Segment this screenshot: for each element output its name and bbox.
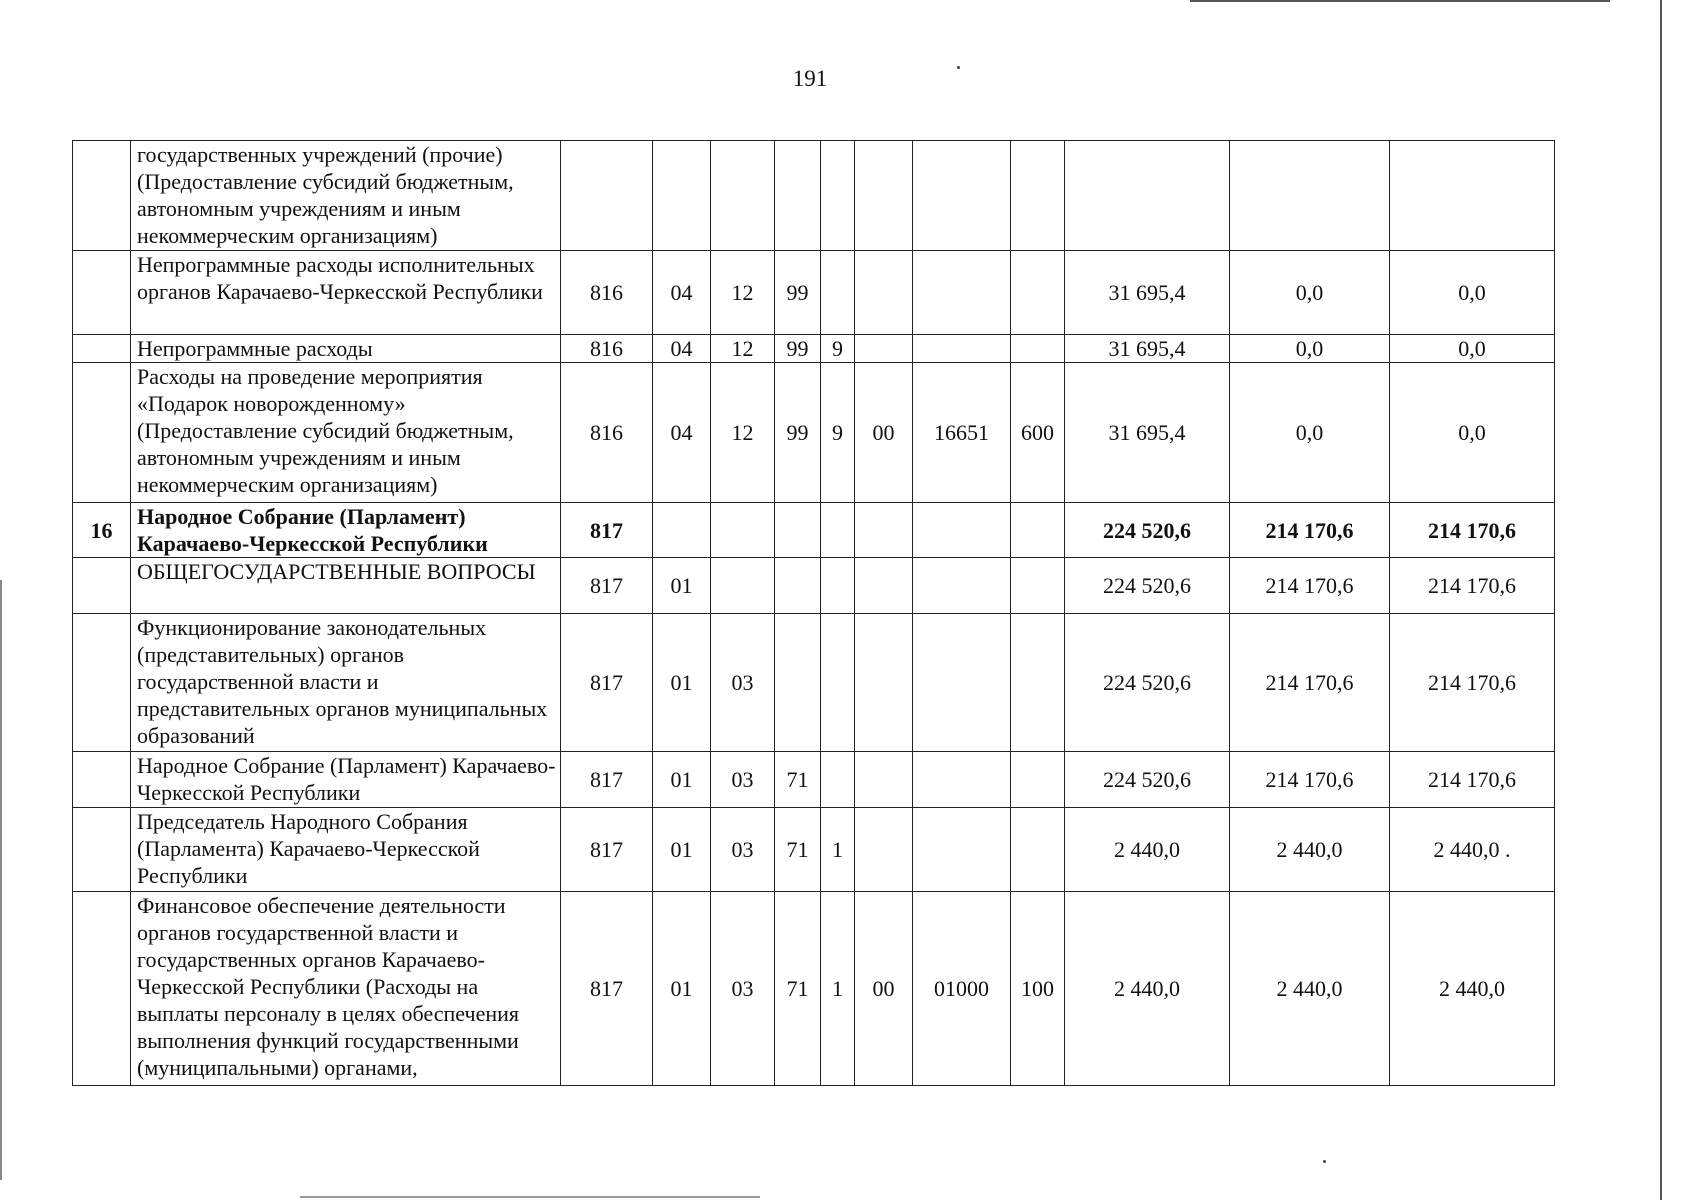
table-row (73, 558, 1555, 614)
cell-name: Непрограммные расходы (131, 335, 561, 363)
cell-rz: 01 (653, 752, 711, 808)
cell-ved: 817 (561, 808, 653, 892)
cell-y3: 214 170,6 (1390, 503, 1555, 558)
cell-c3: 00 (855, 892, 913, 1086)
cell-c3: 00 (855, 363, 913, 503)
cell-c1: 71 (775, 892, 821, 1086)
table-row (73, 808, 1555, 892)
cell-pr: 03 (711, 614, 775, 752)
cell-y2: 0,0 (1230, 335, 1390, 363)
table-row (73, 752, 1555, 808)
cell-vr (1011, 808, 1065, 892)
cell-c4: 01000 (913, 892, 1011, 1086)
cell-c1: 71 (775, 808, 821, 892)
cell-y1: 224 520,6 (1065, 752, 1230, 808)
cell-y2: 0,0 (1230, 251, 1390, 335)
cell-ved: 816 (561, 363, 653, 503)
cell-rz: 01 (653, 892, 711, 1086)
cell-c4 (913, 335, 1011, 363)
cell-ved: 817 (561, 752, 653, 808)
cell-c2 (821, 752, 855, 808)
cell-c4 (913, 251, 1011, 335)
cell-name: Народное Собрание (Парламент) Карачаево-Черкесской Республики (131, 752, 561, 808)
cell-ved: 817 (561, 503, 653, 558)
cell-name: Народное Собрание (Парламент) Карачаево-Черкесской Республики (131, 503, 561, 558)
cell-name: ОБЩЕГОСУДАРСТВЕННЫЕ ВОПРОСЫ (131, 558, 561, 614)
cell-c1: 99 (775, 335, 821, 363)
cell-c1 (775, 558, 821, 614)
cell-pr (711, 558, 775, 614)
cell-no (73, 808, 131, 892)
cell-c3 (855, 558, 913, 614)
cell-no (73, 614, 131, 752)
cell-rz: 04 (653, 363, 711, 503)
cell-y3: 2 440,0 . (1390, 808, 1555, 892)
cell-c2: 1 (821, 892, 855, 1086)
page-number: 191 (792, 66, 828, 91)
cell-c4: 16651 (913, 363, 1011, 503)
cell-vr (1011, 503, 1065, 558)
cell-c1 (775, 614, 821, 752)
cell-c3 (855, 251, 913, 335)
cell-y1: 2 440,0 (1065, 808, 1230, 892)
cell-c2 (821, 503, 855, 558)
cell-rz: 01 (653, 614, 711, 752)
cell-vr (1011, 752, 1065, 808)
table-row (73, 503, 1555, 558)
cell-c3 (855, 335, 913, 363)
cell-c1 (775, 141, 821, 251)
cell-y1: 224 520,6 (1065, 503, 1230, 558)
cell-vr: 600 (1011, 363, 1065, 503)
cell-y3: 2 440,0 (1390, 892, 1555, 1086)
table-row (73, 141, 1555, 251)
cell-y1: 31 695,4 (1065, 335, 1230, 363)
cell-c2 (821, 614, 855, 752)
scan-edge-left (0, 580, 2, 1180)
cell-name: Финансовое обеспечение деятельности органов государственной власти и государственных органов Карачаево-Черкесской Республики (Расходы на выплаты персоналу в целях обеспечения выполнения функций государственными (муниципальными) органами, (131, 892, 561, 1086)
cell-c4 (913, 808, 1011, 892)
cell-name: Расходы на проведение мероприятия «Подарок новорожденному» (Предоставление субсидий бюджетным, автономным учреждениям и иным некоммерческим организациям) (131, 363, 561, 503)
cell-no (73, 141, 131, 251)
cell-ved: 816 (561, 335, 653, 363)
cell-no (73, 558, 131, 614)
cell-rz (653, 503, 711, 558)
cell-ved: 817 (561, 892, 653, 1086)
cell-y2: 0,0 (1230, 363, 1390, 503)
cell-pr: 12 (711, 251, 775, 335)
cell-no: 16 (73, 503, 131, 558)
cell-y1: 31 695,4 (1065, 251, 1230, 335)
cell-y2: 214 170,6 (1230, 752, 1390, 808)
cell-rz: 01 (653, 808, 711, 892)
cell-ved (561, 141, 653, 251)
cell-c3 (855, 808, 913, 892)
cell-c2: 9 (821, 363, 855, 503)
cell-c2 (821, 141, 855, 251)
cell-rz: 04 (653, 335, 711, 363)
cell-pr: 03 (711, 808, 775, 892)
scan-edge-bottom (300, 1196, 760, 1198)
cell-ved: 817 (561, 558, 653, 614)
cell-no (73, 251, 131, 335)
table-row (73, 335, 1555, 363)
table-row (73, 614, 1555, 752)
cell-y2: 214 170,6 (1230, 558, 1390, 614)
cell-name: Функционирование законодательных (представительных) органов государственной власти и представительных органов муниципальных образований (131, 614, 561, 752)
cell-pr (711, 141, 775, 251)
cell-c4 (913, 503, 1011, 558)
cell-pr: 03 (711, 892, 775, 1086)
cell-y3 (1390, 141, 1555, 251)
cell-vr (1011, 335, 1065, 363)
table-row (73, 251, 1555, 335)
cell-vr (1011, 558, 1065, 614)
cell-c2 (821, 251, 855, 335)
cell-y3: 0,0 (1390, 335, 1555, 363)
cell-y3: 214 170,6 (1390, 752, 1555, 808)
cell-y1: 2 440,0 (1065, 892, 1230, 1086)
cell-y3: 214 170,6 (1390, 558, 1555, 614)
cell-pr: 12 (711, 335, 775, 363)
cell-no (73, 752, 131, 808)
cell-vr (1011, 251, 1065, 335)
scan-edge-right (1660, 0, 1662, 1200)
cell-pr: 12 (711, 363, 775, 503)
cell-c4 (913, 558, 1011, 614)
cell-y2 (1230, 141, 1390, 251)
cell-pr: 03 (711, 752, 775, 808)
cell-rz (653, 141, 711, 251)
cell-vr (1011, 141, 1065, 251)
cell-y2: 214 170,6 (1230, 503, 1390, 558)
cell-vr: 100 (1011, 892, 1065, 1086)
cell-y1 (1065, 141, 1230, 251)
cell-c2: 1 (821, 808, 855, 892)
cell-no (73, 892, 131, 1086)
cell-y1: 224 520,6 (1065, 614, 1230, 752)
table-row (73, 892, 1555, 1086)
cell-no (73, 363, 131, 503)
cell-c3 (855, 503, 913, 558)
budget-table (72, 140, 1555, 1086)
cell-c2: 9 (821, 335, 855, 363)
scan-dot (1323, 1160, 1326, 1163)
cell-c1: 99 (775, 363, 821, 503)
table-row (73, 363, 1555, 503)
cell-ved: 817 (561, 614, 653, 752)
cell-c3 (855, 141, 913, 251)
scan-dot (957, 66, 960, 69)
cell-y1: 31 695,4 (1065, 363, 1230, 503)
cell-c4 (913, 752, 1011, 808)
cell-y3: 214 170,6 (1390, 614, 1555, 752)
cell-c1 (775, 503, 821, 558)
cell-y2: 2 440,0 (1230, 808, 1390, 892)
cell-name: Непрограммные расходы исполнительных органов Карачаево-Черкесской Республики (131, 251, 561, 335)
cell-name: государственных учреждений (прочие) (Предоставление субсидий бюджетным, автономным учреждениям и иным некоммерческим организациям) (131, 141, 561, 251)
cell-rz: 01 (653, 558, 711, 614)
cell-c3 (855, 614, 913, 752)
table-body (73, 141, 1555, 1086)
cell-name: Председатель Народного Собрания (Парламента) Карачаево-Черкесской Республики (131, 808, 561, 892)
scan-edge-top (1190, 0, 1610, 2)
cell-c2 (821, 558, 855, 614)
cell-y1: 224 520,6 (1065, 558, 1230, 614)
cell-vr (1011, 614, 1065, 752)
cell-rz: 04 (653, 251, 711, 335)
cell-ved: 816 (561, 251, 653, 335)
cell-y2: 214 170,6 (1230, 614, 1390, 752)
cell-y3: 0,0 (1390, 251, 1555, 335)
cell-c1: 99 (775, 251, 821, 335)
cell-c4 (913, 614, 1011, 752)
cell-y3: 0,0 (1390, 363, 1555, 503)
cell-c1: 71 (775, 752, 821, 808)
cell-no (73, 335, 131, 363)
cell-c4 (913, 141, 1011, 251)
cell-c3 (855, 752, 913, 808)
cell-y2: 2 440,0 (1230, 892, 1390, 1086)
cell-pr (711, 503, 775, 558)
